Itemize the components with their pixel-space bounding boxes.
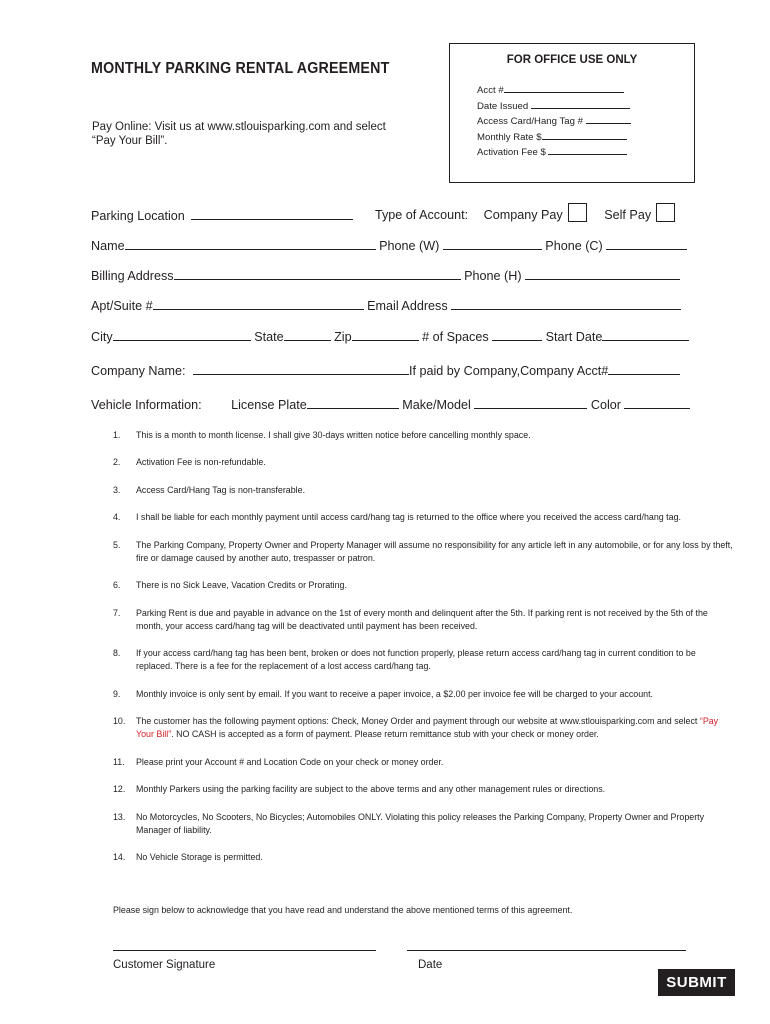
term-text: No Motorcycles, No Scooters, No Bicycles; Automobiles ONLY. Violating this policy releases the Parking Company, Property Owner and Property Manager of liability. [136, 811, 705, 835]
term-item [113, 607, 733, 633]
name-field[interactable] [125, 236, 376, 250]
self-pay-checkbox[interactable] [656, 203, 675, 222]
term-number: 12. [113, 784, 126, 795]
office-access-card-field[interactable] [586, 113, 631, 124]
company-pay-checkbox[interactable] [568, 203, 587, 222]
office-acct-field[interactable] [504, 82, 624, 93]
apt-suite-label: Apt/Suite # [91, 299, 153, 313]
color-label: Color [590, 398, 621, 412]
phone-c-label: Phone (C) [545, 239, 603, 253]
company-name-label: Company Name: [91, 364, 186, 378]
self-pay-label: Self Pay [604, 207, 652, 222]
parking-location-label: Parking Location [91, 209, 185, 223]
name-label: Name [91, 239, 125, 253]
term-number: 11. [113, 756, 125, 767]
term-number: 7. [113, 607, 121, 618]
term-text: Monthly Parkers using the parking facility are subject to the above terms and any other management rules or directions. [136, 784, 606, 795]
term-item [113, 783, 733, 796]
term-number: 3. [113, 484, 121, 495]
term-number: 9. [113, 688, 121, 699]
term-number: 4. [113, 512, 121, 523]
license-plate-field[interactable] [307, 395, 399, 409]
term-text: Activation Fee is non-refundable. [136, 457, 266, 468]
phone-c-field[interactable] [606, 236, 687, 250]
office-activation-fee-field[interactable] [548, 144, 627, 155]
company-name-field[interactable] [193, 361, 409, 375]
phone-h-label: Phone (H) [464, 269, 522, 283]
date-label: Date [418, 959, 443, 971]
office-access-card-label: Access Card/Hang Tag # [477, 116, 583, 128]
office-activation-fee-label: Activation Fee $ [477, 147, 546, 159]
billing-address-label: Billing Address [91, 269, 174, 283]
term-item [113, 511, 733, 524]
email-address-label: Email Address [367, 299, 448, 313]
term-item [113, 539, 733, 565]
zip-field[interactable] [352, 327, 419, 341]
pay-online-line-2: “Pay Your Bill”. [92, 134, 168, 147]
term-number: 10. [113, 716, 126, 727]
term-text: I shall be liable for each monthly payment until access card/hang tag is returned to the office where you received the access card/hang tag. [136, 512, 681, 523]
city-row [91, 327, 689, 344]
apt-email-row [91, 296, 681, 313]
vehicle-information-label: Vehicle Information: [91, 398, 202, 412]
state-label: State [254, 330, 284, 344]
term-item [113, 811, 733, 837]
email-address-field[interactable] [451, 296, 681, 310]
pay-your-bill-highlight: “Pay Your Bill” [136, 716, 719, 740]
city-field[interactable] [113, 327, 251, 341]
term-number: 2. [113, 457, 121, 468]
term-item [113, 647, 733, 673]
term-number: 14. [113, 852, 126, 863]
account-type-row [375, 206, 675, 225]
term-item [113, 715, 733, 741]
office-date-issued-field[interactable] [531, 98, 630, 109]
pay-online-note [92, 121, 432, 148]
acknowledge-text: Please sign below to acknowledge that you have read and understand the above mentioned terms of this agreement. [113, 905, 573, 915]
term-text: Please print your Account # and Location Code on your check or money order. [136, 756, 444, 767]
color-field[interactable] [624, 395, 690, 409]
num-spaces-label: # of Spaces [422, 330, 489, 344]
company-pay-label: Company Pay [483, 207, 563, 222]
term-text: This is a month to month license. I shall give 30-days written notice before cancelling monthly space. [136, 430, 531, 440]
term-text: There is no Sick Leave, Vacation Credits or Prorating. [136, 580, 347, 591]
billing-address-field[interactable] [174, 266, 461, 280]
num-spaces-field[interactable] [492, 327, 542, 341]
terms-ordered-list [113, 429, 733, 864]
term-number: 6. [113, 580, 121, 591]
office-acct-label: Acct # [477, 85, 504, 96]
term-text: The customer has the following payment options: Check, Money Order and payment through our website at www.stlouisparking.com and select [136, 716, 700, 727]
submit-button[interactable]: SUBMIT [658, 969, 735, 996]
term-text: Access Card/Hang Tag is non-transferable. [136, 484, 306, 495]
office-monthly-rate-field[interactable] [542, 129, 627, 140]
term-number: 8. [113, 648, 121, 659]
office-monthly-rate-label: Monthly Rate $ [477, 131, 542, 143]
term-item [113, 756, 733, 769]
vehicle-row [91, 395, 690, 412]
office-use-title: FOR OFFICE USE ONLY [506, 54, 638, 66]
state-field[interactable] [284, 327, 331, 341]
zip-label: Zip [334, 330, 352, 344]
license-plate-label: License Plate [231, 398, 307, 412]
office-use-fields [477, 82, 631, 160]
term-text: . NO CASH is accepted as a form of payment. Please return remittance stub with your check or money order. [171, 729, 599, 740]
term-item [113, 429, 733, 442]
term-number: 13. [113, 811, 126, 822]
start-date-label: Start Date [545, 330, 603, 344]
start-date-field[interactable] [602, 327, 689, 341]
make-model-field[interactable] [474, 395, 587, 409]
term-text: The Parking Company, Property Owner and Property Manager will assume no responsibility for any article left in any automobile, or for any loss by theft, fire or damage caused by another auto, trespasser or patron. [136, 539, 733, 563]
parking-location-row [91, 206, 353, 223]
term-number: 1. [113, 430, 121, 440]
date-line[interactable] [407, 950, 686, 951]
customer-signature-label: Customer Signature [113, 959, 216, 971]
make-model-label: Make/Model [402, 398, 471, 412]
company-name-row [91, 361, 680, 378]
term-text: If your access card/hang tag has been bent, broken or does not function properly, please return access card/hang tag in current condition to be replaced. There is a fee for the replacement of a lost access card/hang tag. [136, 648, 696, 672]
term-item [113, 851, 733, 864]
city-label: City [91, 330, 113, 344]
phone-h-field[interactable] [525, 266, 680, 280]
parking-location-field[interactable] [191, 206, 353, 220]
name-row [91, 236, 687, 253]
company-acct-label: If paid by Company,Company Acct# [409, 364, 609, 378]
term-item [113, 579, 733, 592]
term-number: 5. [113, 539, 121, 550]
term-item [113, 456, 733, 469]
term-item [113, 688, 733, 701]
customer-signature-line[interactable] [113, 950, 376, 951]
account-type-label: Type of Account: [375, 207, 469, 222]
terms-list [113, 429, 733, 878]
term-item [113, 484, 733, 497]
pay-online-line-1: Pay Online: Visit us at www.stlouisparking.com and select [92, 121, 386, 133]
office-use-box [449, 43, 695, 183]
page-title: MONTHLY PARKING RENTAL AGREEMENT [91, 60, 390, 77]
apt-suite-field[interactable] [153, 296, 364, 310]
phone-w-field[interactable] [443, 236, 542, 250]
billing-address-row [91, 266, 680, 283]
phone-w-label: Phone (W) [379, 239, 440, 253]
term-text: Parking Rent is due and payable in advance on the 1st of every month and delinquent after the 5th. If parking rent is not received by the 5th of the month, your access card/hang tag will be deactivated until payment has been received. [136, 607, 708, 631]
term-text: No Vehicle Storage is permitted. [136, 852, 263, 863]
term-text: Monthly invoice is only sent by email. If you want to receive a paper invoice, a $2.00 per invoice fee will be charged to your account. [136, 688, 654, 699]
office-date-issued-label: Date Issued [477, 100, 529, 112]
company-acct-field[interactable] [608, 361, 680, 375]
